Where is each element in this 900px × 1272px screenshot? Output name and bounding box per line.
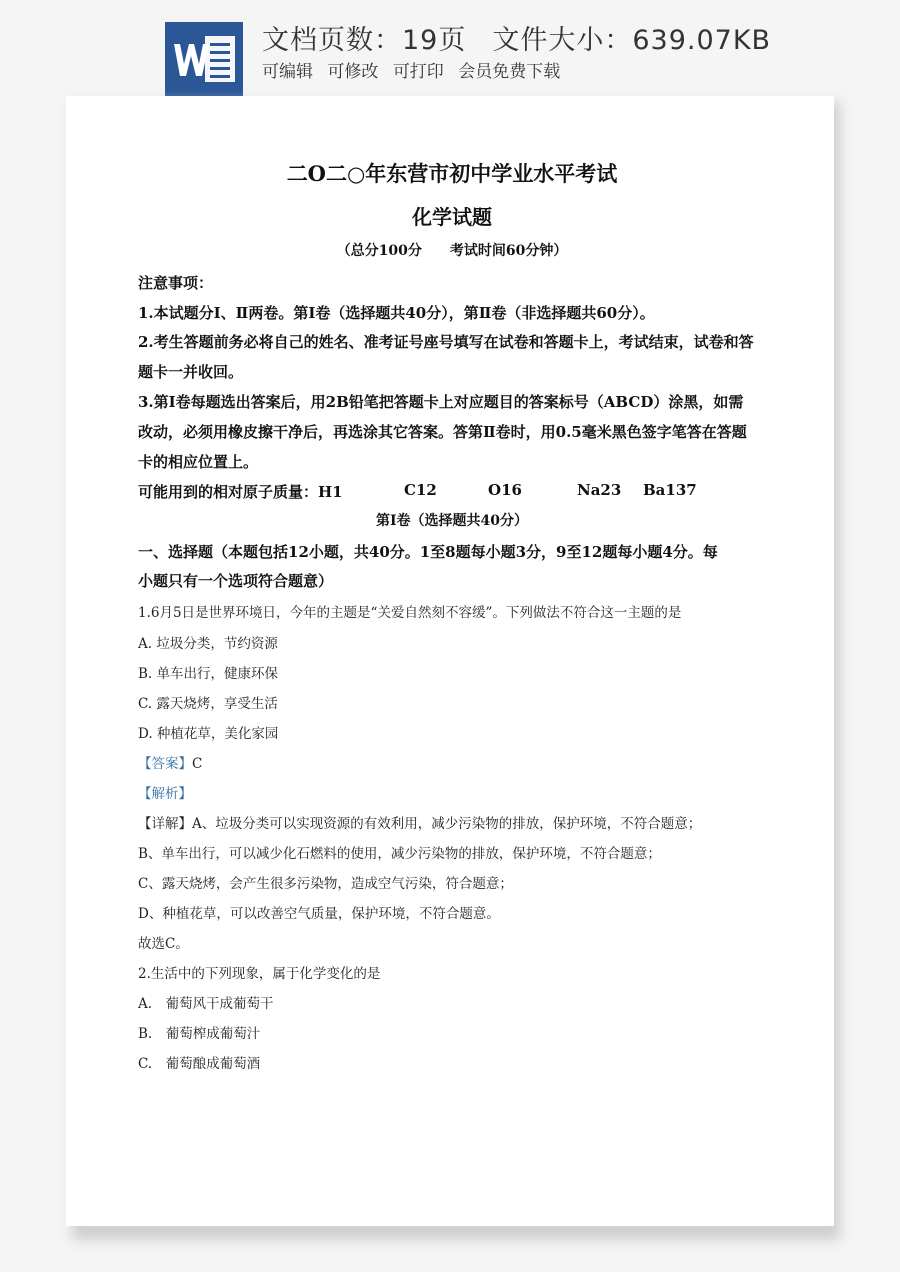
section-1-line-2: 小题只有一个选项符合题意） — [138, 572, 334, 590]
note-1: 1.本试题分Ⅰ、Ⅱ两卷。第Ⅰ卷（选择题共40分），第Ⅱ卷（非选择题共60分）。 — [138, 304, 655, 322]
question-2-stem: 2.生活中的下列现象，属于化学变化的是 — [138, 966, 381, 982]
question-1-explain-d: D、种植花草，可以改善空气质量，保护环境，不符合题意。 — [138, 906, 500, 922]
note-2-line-1: 2.考生答题前务必将自己的姓名、准考证号座号填写在试卷和答题卡上，考试结束，试卷和答 — [138, 333, 754, 351]
answer-tag: 【答案】 — [138, 756, 192, 772]
answer-value: C — [192, 756, 203, 772]
feature-free-download: 会员免费下载 — [458, 62, 561, 82]
note-3-line-3: 卡的相应位置上。 — [138, 453, 259, 471]
part-1-heading: 第Ⅰ卷（选择题共40分） — [375, 513, 529, 529]
note-2-line-2: 题卡一并收回。 — [138, 363, 244, 381]
question-1-option-b: B. 单车出行，健康环保 — [138, 666, 279, 682]
question-1-answer — [138, 752, 202, 772]
question-1-detail: 【详解】A、垃圾分类可以实现资源的有效利用，减少污染物的排放，保护环境，不符合题意； — [138, 816, 702, 832]
atomic-mass-o: O16 — [488, 481, 522, 499]
note-3-line-1: 3.第Ⅰ卷每题选出答案后，用2B铅笔把答题卡上对应题目的答案标号（ABCD）涂黑，如需 — [138, 393, 744, 411]
atomic-mass-c: C12 — [404, 481, 437, 499]
page-count: 文档页数：19页 — [262, 25, 467, 56]
file-size: 文件大小：639.07KB — [492, 25, 772, 56]
question-1-option-d: D. 种植花草，美化家园 — [138, 726, 279, 742]
feature-modifiable: 可修改 — [327, 62, 379, 82]
question-1-option-a: A. 垃圾分类，节约资源 — [138, 636, 278, 652]
atomic-mass-label: 可能用到的相对原子质量：H1 — [138, 483, 343, 501]
question-1-explain-c: C、露天烧烤，会产生很多污染物，造成空气污染，符合题意； — [138, 876, 513, 892]
question-2-option-b: B. 葡萄榨成葡萄汁 — [138, 1026, 261, 1042]
download-header — [0, 0, 900, 100]
feature-list — [262, 57, 569, 82]
atomic-mass-ba: Ba137 — [643, 481, 697, 499]
question-1-option-c: C. 露天烧烤，享受生活 — [138, 696, 278, 712]
question-1-stem: 1.6月5日是世界环境日，今年的主题是“关爱自然刻不容缓”。下列做法不符合这一主题的是 — [138, 605, 682, 621]
exam-title: 二O二○年东营市初中学业水平考试 — [286, 161, 618, 186]
question-1-explain-b: B、单车出行，可以减少化石燃料的使用，减少污染物的排放，保护环境，不符合题意； — [138, 846, 661, 862]
document-page — [66, 96, 834, 1226]
file-stats — [262, 18, 771, 57]
question-2-option-c: C. 葡萄酿成葡萄酒 — [138, 1056, 261, 1072]
feature-printable: 可打印 — [392, 62, 444, 82]
notes-heading: 注意事项： — [138, 274, 214, 292]
section-1-line-1: 一、选择题（本题包括12小题，共40分。1至8题每小题3分，9至12题每小题4分。每 — [138, 543, 718, 561]
word-document-icon — [165, 22, 243, 96]
feature-editable: 可编辑 — [262, 62, 313, 82]
exam-subtitle: （总分100分 考试时间60分钟） — [336, 243, 568, 259]
question-2-option-a: A. 葡萄风干成葡萄干 — [138, 996, 274, 1012]
atomic-mass-na: Na23 — [577, 481, 622, 499]
subject-title: 化学试题 — [412, 205, 492, 229]
question-1-conclusion: 故选C。 — [138, 936, 189, 952]
note-3-line-2: 改动，必须用橡皮擦干净后，再选涂其它答案。答第Ⅱ卷时，用0.5毫米黑色签字笔答在答题 — [138, 423, 747, 441]
analysis-tag: 【解析】 — [138, 786, 192, 802]
atomic-mass-line — [138, 481, 766, 501]
